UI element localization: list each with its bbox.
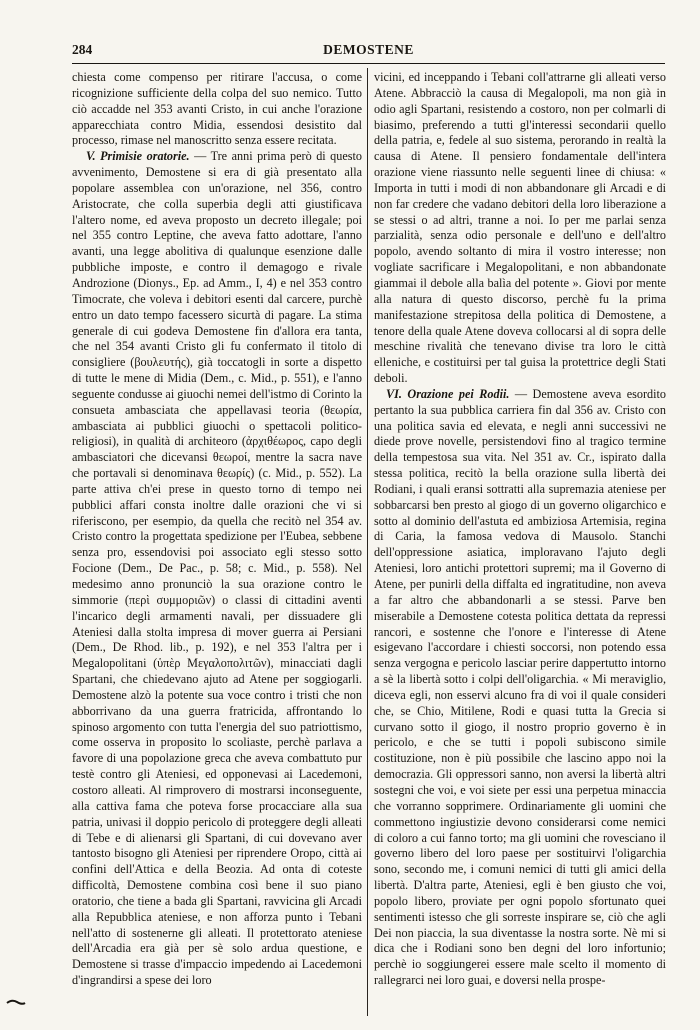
left-column (72, 70, 362, 1015)
section-paragraph (72, 149, 362, 989)
paragraph: vicini, ed inceppando i Tebani coll'attrarne gli alleati verso Atene. Abbracciò la causa di Megalopoli, ma non già in odio agli Spartani, resistendo a costoro, non per colmarli di biasimo, preferendo a tutti gl'interessi secondarii quello della patria, e, fedele al suo sistema, perorando in realtà la causa di Atene. Il pensiero fondamentale dell'intera orazione viene riassunto nelle seguenti linee di chiusa: « Importa in tutti i modi di non abbandonare gli Arcadi e di non far credere che vadano debitori della loro liberazione a se stessi o ad altri, tranne a noi. Io per me parlai senza parzialità, senza odio personale e dell'uno e dell'altro popolo, avendo soltanto di mira il vostro interesse; non vogliate sacrificare i Megalopolitani, e non abbandonate giammai il debole alla balìa del potente ». Giovi por mente alla natura di questo discorso, perchè fu la prima manifestazione strepitosa della politica di Demostene, a tenore della quale Atene doveva collocarsi al di sopra delle meschine rivalità che tenevano divise tra loro le città elleniche, e costituirsi per tal guisa la protettrice degli Stati deboli. (374, 70, 666, 386)
page-header (72, 42, 665, 62)
section-heading: V. Primisie oratorie. (86, 149, 190, 164)
right-column (374, 70, 666, 1015)
paragraph: chiesta come compenso per ritirare l'accusa, o come ricognizione sufficiente della colpa del suo nemico. Tutto ciò accadde nel 353 avanti Cristo, in cui anche l'orazione apparecchiata contro Midia, essendosi desistito dal processo, rimase nel manoscritto senza essere recitata. (72, 70, 362, 148)
section-body: — Demostene aveva esordito pertanto la sua pubblica carriera fin dal 356 av. Cristo con una politica savia ed elevata, e negli anni successivi ne diede prove novelle, persistendovi fino al tragico termine della tempestosa sua vita. Nel 351 av. Cr., ispirato dalla stessa politica, recitò la bella orazione sulla libertà dei Rodiani, i quali eransi sottratti alla supremazia ateniese per sobbarcarsi ben presto al giogo di un governo oligarchico e sotto al dominio dell'astuta ed ambiziosa Artemisia, regina di Caria, la famosa vedova di Mausolo. Stanchi dell'oppressione asiatica, imploravano l'ajuto degli Ateniesi, loro antichi protettori supremi; ma il Governo di Atene, per punirli della diffalta ed ingratitudine, non aveva a far altro che abbandonarli a se stessi. Parve ben miserabile a Demostene cotesta politica dettata da repressi rancori, e sostenne che l'onore e l'interesse di Atene esigevano l'accordare i chiesti soccorsi, non potendo essa senza vergogna e pericolo lasciar perire dappertutto intorno a sè la libertà sotto i colpi dell'oligarchia. « Mi meraviglio, diceva egli, non esservi alcuno fra di voi il quale consideri che, se Chio, Mitilene, Rodi e quasi tutta la Grecia si curvano sotto il giogo, il nostro proprio governo è in pericolo, e che se tutti i popoli subiscono simile costituzione, non è più possibile che lascino appo noi la democrazia. Gli oppressori sanno, non aversi la libertà altri sostegni che voi, e voi siete per essi una perpetua minaccia che vorranno sopprimere. Ordinariamente gli uomini che commettono ingiustizie devono considerarsi come nemici di coloro a cui fanno torto; ma gli uomini che rovesciano il governo libero del loro paese per sostituirvi l'oligarchia sono, secondo me, i comuni nemici di tutti gli amici della libertà. D'altra parte, Ateniesi, egli è ben giusto che voi, popolo libero, proviate per ogni popolo sfortunato quei sentimenti istesso che gli sorreste inspirare se, ciò che agli Dei non piaccia, la sua diventasse la nostra sorte. Nè mi si dica che i Rodiani sono ben degni del loro infortunio; perchè io soggiungerei essere male scelto il momento di rallegrarci nei loro guai, e doversi nella prospe- (374, 386, 666, 988)
section-paragraph (374, 387, 666, 989)
running-title: DEMOSTENE (323, 42, 414, 57)
section-heading: VI. Orazione pei Rodii. (386, 386, 510, 401)
section-body: — Tre anni prima però di questo avvenimento, Demostene si era di già presentato alla popolare assemblea con un'orazione, nel 356, contro Aristocrate, che colla superbia degli atti giustificava l'altero nome, ed aveva proposto un decreto illegale; poi nel 355 contro Leptine, che aveva fatto adottare, l'anno avanti, una legge abolitiva di qualunque esenzione dalle pubbliche imposte, e contro il demagogo e rivale Androzione (Dionys., Ep. ad Amm., I, 4) e nel 353 contro Timocrate, che voleva i debitori esenti dal carcere, purchè entro un dato tempo facessero sicurtà di pagare. La stima generale di cui godeva Demostene fin d'allora era tanta, che nel 354 avanti Cristo gli fu confermato il titolo di consigliere (βουλευτής), già toccatogli in sorte a dispetto di tutte le mene di Midia (Dem., c. Mid., p. 551), e l'anno seguente condusse ai giuochi nemei dell'istmo di Corinto la consueta ambasciata che appellavasi teoria (θεωρία, ambasciata ai pubblici giuochi o spettacoli politico-religiosi), in qualità di architeoro (ἀρχιθέωρος, capo degli ambasciatori che dicevansi θεωροί, mentre la sacra nave che portavali si denominava θεωρίς) (c. Mid., p. 552). La parte attiva ch'ei prese in questo torno di tempo nei pubblici affari consta inoltre dalle orazioni che vi si riferiscono, per esempio, da quella che recitò nel 354 av. Cristo contro la progettata spedizione per l'Eubea, sebbene senza pro, essendovisi poi associato egli stesso sotto Focione (Dem., De Pac., p. 58; c. Mid., p. 558). Nel medesimo anno pronunciò la sua orazione contro le simmorie (περὶ συμμοριῶν) o classi di cittadini aventi l'incarico degli armamenti navali, per dissuadere gli Ateniesi dalla stolta impresa di mover guerra ai Persiani (Dem., De Rhod. lib., p. 192), e nel 353 l'altra per i Megalopolitani (ὑπὲρ Μεγαλοπολιτῶν), minacciati dagli Spartani, che chiedevano ajuto ad Atene per soggiogarli. Demostene alzò la potente sua voce contro i tristi che non abborrivano da una guerra fratricida, affrontando lo spinoso argomento con tutta l'energia del suo patriottismo, come osserva in proposito lo scoliaste, perchè parlava a favore di una popolazione greca che aveva combattuto pur testè contro gli Ateniesi, ed opponevasi ai Lacedemoni, costoro alleati. Al rimprovero di mostrarsi inconseguente, alla cattiva fama che poteva forse procacciare alla sua patria, univasi il doppio pericolo di proteggere degli alleati di Tebe e di alienarsi gli Spartani, di cui dovevano aver tantosto bisogno gli Ateniesi per riprendere Oropo, città ai confini dell'Attica e della Beozia. Ad onta di coteste difficoltà, Demostene combina così bene il suo piano oratorio, che tiene a bada gli Spartani, ravvicina gli Arcadi alla Repubblica ateniese, e non afforza punto i Tebani nell'atto di sostenerne gli alleati. Il protettorato ateniese dell'Arcadia era già per sè solo ardua questione, e Demostene si trasse d'impaccio impedendo ai Lacedemoni d'ingrandirsi a spese dei loro (72, 149, 362, 988)
column-divider (367, 68, 368, 1016)
page-corner-mark (6, 997, 26, 1007)
header-rule (72, 63, 665, 64)
page-number: 284 (72, 42, 93, 57)
